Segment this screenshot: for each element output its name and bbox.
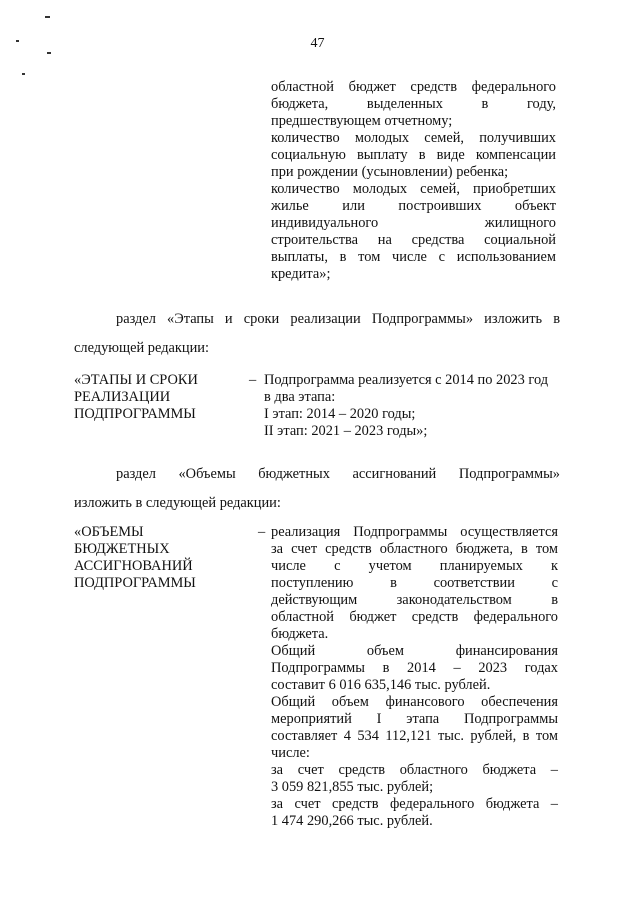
text-line: Подпрограммы в 2014 – 2023 годах [271, 660, 558, 676]
text-line: действующим законодательством в [271, 592, 558, 608]
text-line: индивидуального жилищного [271, 215, 556, 231]
text-line: числе: [271, 745, 310, 761]
row-dash: – [258, 524, 266, 540]
top-text-block [271, 79, 556, 283]
text-line: кредита»; [271, 266, 331, 282]
text-line: Общий объем финансового обеспечения [271, 694, 558, 710]
text-line: Общий объем финансирования [271, 643, 558, 659]
scan-mark [47, 52, 51, 54]
text-line: бюджета, выделенных в году, [271, 96, 556, 112]
page-number: 47 [310, 36, 325, 51]
label-line: БЮДЖЕТНЫХ [74, 541, 170, 557]
scan-mark [22, 73, 25, 75]
content-line: I этап: 2014 – 2020 годы; [264, 406, 416, 422]
scan-mark [45, 16, 50, 18]
text-line: выплаты, в том числе с использованием [271, 249, 556, 265]
text-line: за счет средств областного бюджета, в том [271, 541, 558, 557]
text-line: областной бюджет средств федерального [271, 609, 558, 625]
content-line: II этап: 2021 – 2023 годы»; [264, 423, 428, 439]
label-line: ПОДПРОГРАММЫ [74, 575, 196, 591]
text-line: жилье или построивших объект [271, 198, 556, 214]
row-dash: – [249, 372, 257, 388]
row-label-volumes [74, 524, 244, 592]
paragraph-line: раздел «Объемы бюджетных ассигнований Подпрограммы» [116, 466, 560, 482]
label-line: «ОБЪЕМЫ [74, 524, 144, 540]
label-line: ПОДПРОГРАММЫ [74, 406, 196, 422]
text-line: при рождении (усыновлении) ребенка; [271, 164, 509, 180]
text-line: областной бюджет средств федерального [271, 79, 556, 95]
text-line: количество молодых семей, приобретших [271, 181, 556, 197]
text-line: мероприятий I этапа Подпрограммы [271, 711, 558, 727]
text-line: составит 6 016 635,146 тыс. рублей. [271, 677, 491, 693]
content-line: в два этапа: [264, 389, 336, 405]
text-line: составляет 4 534 112,121 тыс. рублей, в том [271, 728, 558, 744]
text-line: 1 474 290,266 тыс. рублей. [271, 813, 433, 829]
content-line: Подпрограмма реализуется с 2014 по 2023 год [264, 372, 549, 388]
paragraph-line: изложить в следующей редакции: [74, 495, 281, 511]
text-line: строительства на средства социальной [271, 232, 556, 248]
text-line: реализация Подпрограммы осуществляется [271, 524, 558, 540]
label-line: «ЭТАПЫ И СРОКИ [74, 372, 198, 388]
paragraph-volumes [74, 466, 560, 512]
text-line: за счет средств федерального бюджета – [271, 796, 558, 812]
paragraph-line: раздел «Этапы и сроки реализации Подпрограммы» изложить в [116, 311, 560, 327]
text-line: поступлению в соответствии с [271, 575, 558, 591]
text-line: социальную выплату в виде компенсации [271, 147, 556, 163]
text-line: за счет средств областного бюджета – [271, 762, 558, 778]
row-content-stages [264, 372, 569, 440]
text-line: 3 059 821,855 тыс. рублей; [271, 779, 434, 795]
text-line: числе с учетом планируемых к [271, 558, 558, 574]
text-line: количество молодых семей, получивших [271, 130, 556, 146]
label-line: РЕАЛИЗАЦИИ [74, 389, 171, 405]
row-label-stages [74, 372, 244, 423]
text-line: предшествующем отчетному; [271, 113, 453, 129]
label-line: АССИГНОВАНИЙ [74, 558, 193, 574]
paragraph-line: следующей редакции: [74, 340, 209, 356]
paragraph-stages [74, 311, 560, 357]
text-line: бюджета. [271, 626, 329, 642]
row-content-volumes [271, 524, 558, 830]
